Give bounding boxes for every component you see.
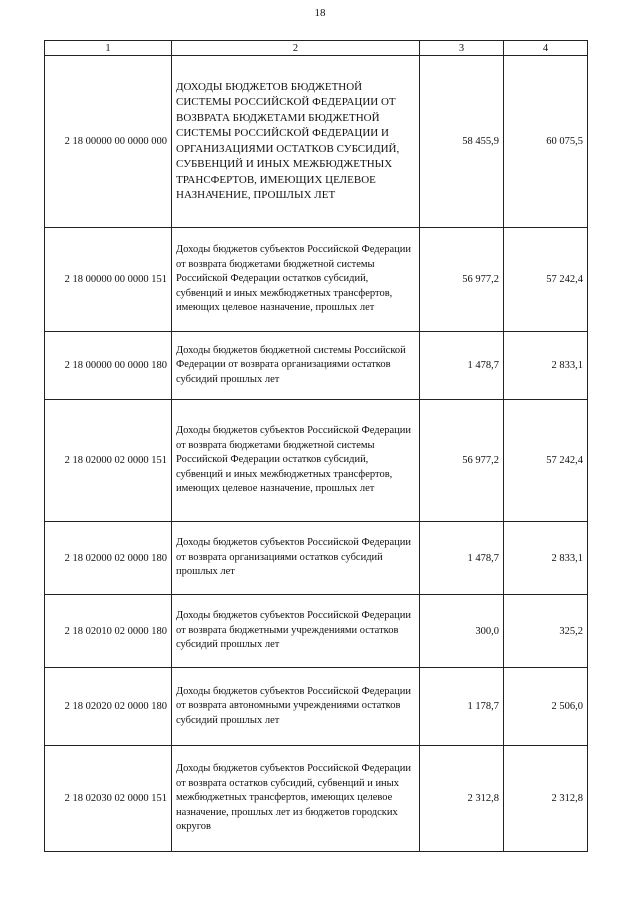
amount-column-4: 325,2 [504, 595, 588, 668]
column-header-2: 2 [172, 41, 420, 56]
amount-column-4: 2 833,1 [504, 522, 588, 595]
column-header-3: 3 [420, 41, 504, 56]
amount-column-3: 1 478,7 [420, 522, 504, 595]
income-description: ДОХОДЫ БЮДЖЕТОВ БЮДЖЕТНОЙ СИСТЕМЫ РОССИЙСКОЙ ФЕДЕРАЦИИ ОТ ВОЗВРАТА БЮДЖЕТАМИ БЮДЖЕТНОЙ СИСТЕМЫ РОССИЙСКОЙ ФЕДЕРАЦИИ И ОРГАНИЗАЦИЯМИ ОСТАТКОВ СУБСИДИЙ, СУБВЕНЦИЙ И ИНЫХ МЕЖБЮДЖЕТНЫХ ТРАНСФЕРТОВ, ИМЕЮЩИХ ЦЕЛЕВОЕ НАЗНАЧЕНИЕ, ПРОШЛЫХ ЛЕТ [172, 56, 420, 228]
income-description: Доходы бюджетов субъектов Российской Федерации от возврата бюджетными учреждениями остатков субсидий прошлых лет [172, 595, 420, 668]
column-header-1: 1 [45, 41, 172, 56]
income-description: Доходы бюджетов субъектов Российской Федерации от возврата бюджетами бюджетной системы Российской Федерации остатков субсидий, субвенций и иных межбюджетных трансфертов, имеющих целевое назначение, прошлых лет [172, 228, 420, 332]
table-row [45, 746, 588, 852]
table-row [45, 522, 588, 595]
table-row [45, 400, 588, 522]
budget-code: 2 18 00000 00 0000 000 [45, 56, 172, 228]
amount-column-3: 2 312,8 [420, 746, 504, 852]
page-number: 18 [314, 7, 326, 19]
income-description: Доходы бюджетов субъектов Российской Федерации от возврата автономными учреждениями остатков субсидий прошлых лет [172, 668, 420, 746]
amount-column-4: 57 242,4 [504, 400, 588, 522]
budget-code: 2 18 02010 02 0000 180 [45, 595, 172, 668]
budget-code: 2 18 02020 02 0000 180 [45, 668, 172, 746]
amount-column-4: 2 506,0 [504, 668, 588, 746]
income-description: Доходы бюджетов субъектов Российской Федерации от возврата остатков субсидий, субвенций и иных межбюджетных трансфертов, имеющих целевое назначение, прошлых лет из бюджетов городских округов [172, 746, 420, 852]
amount-column-3: 300,0 [420, 595, 504, 668]
amount-column-3: 56 977,2 [420, 400, 504, 522]
amount-column-3: 1 478,7 [420, 332, 504, 400]
budget-table [44, 40, 588, 852]
income-description: Доходы бюджетов субъектов Российской Федерации от возврата организациями остатков субсидий прошлых лет [172, 522, 420, 595]
budget-code: 2 18 02000 02 0000 151 [45, 400, 172, 522]
budget-code: 2 18 02000 02 0000 180 [45, 522, 172, 595]
table-row [45, 228, 588, 332]
amount-column-3: 56 977,2 [420, 228, 504, 332]
amount-column-3: 58 455,9 [420, 56, 504, 228]
header-row [45, 41, 588, 56]
table-row [45, 56, 588, 228]
budget-code: 2 18 00000 00 0000 151 [45, 228, 172, 332]
budget-code: 2 18 02030 02 0000 151 [45, 746, 172, 852]
income-description: Доходы бюджетов субъектов Российской Федерации от возврата бюджетами бюджетной системы Российской Федерации остатков субсидий, субвенций и иных межбюджетных трансфертов, имеющих целевое назначение, прошлых лет [172, 400, 420, 522]
amount-column-4: 57 242,4 [504, 228, 588, 332]
table-row [45, 595, 588, 668]
amount-column-4: 2 312,8 [504, 746, 588, 852]
column-header-4: 4 [504, 41, 588, 56]
income-description: Доходы бюджетов бюджетной системы Российской Федерации от возврата организациями остатков субсидий прошлых лет [172, 332, 420, 400]
table-row [45, 332, 588, 400]
budget-code: 2 18 00000 00 0000 180 [45, 332, 172, 400]
table-row [45, 668, 588, 746]
amount-column-3: 1 178,7 [420, 668, 504, 746]
amount-column-4: 60 075,5 [504, 56, 588, 228]
amount-column-4: 2 833,1 [504, 332, 588, 400]
